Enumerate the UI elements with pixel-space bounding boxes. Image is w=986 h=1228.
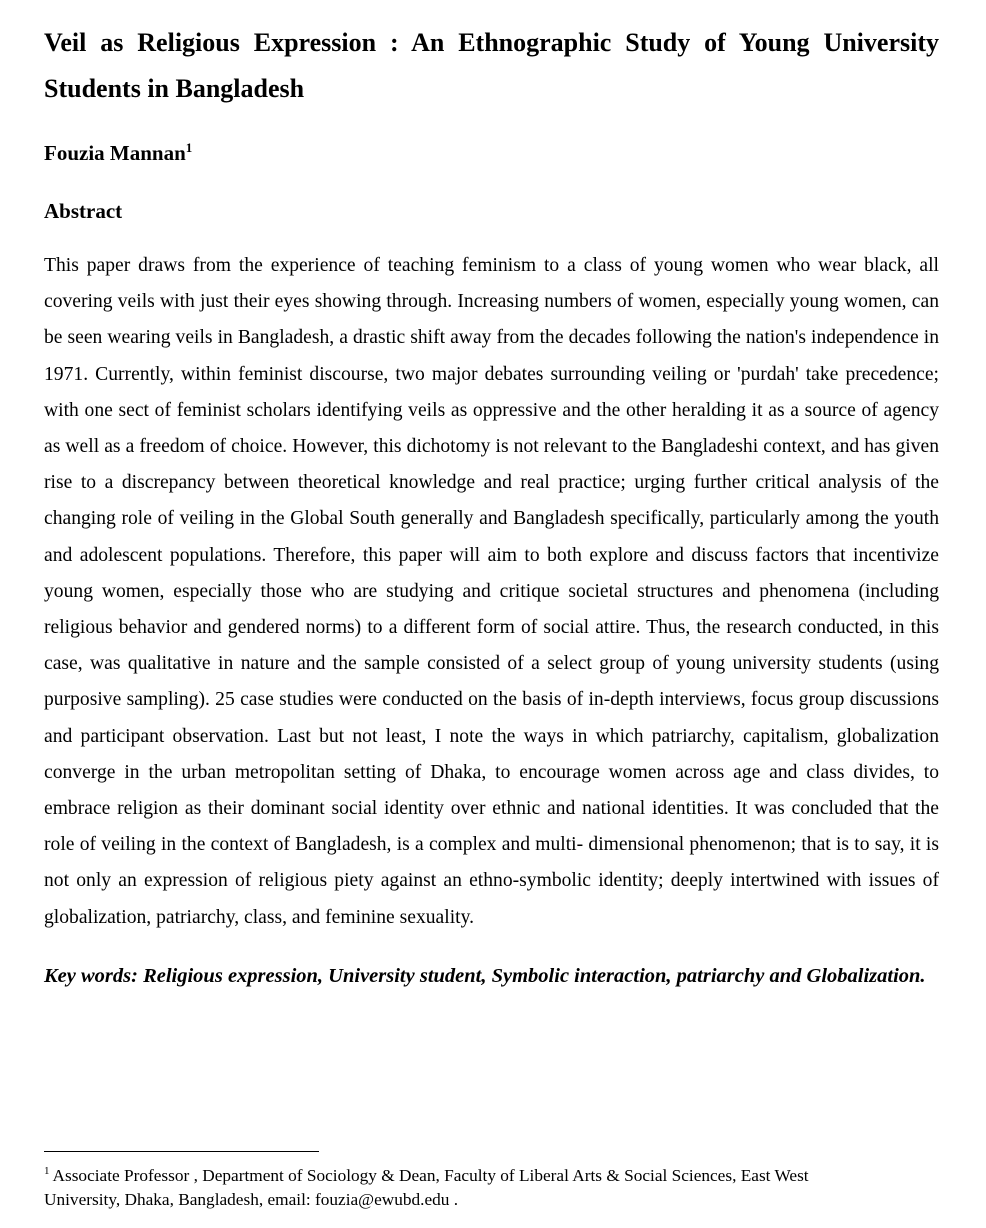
author-line bbox=[44, 138, 939, 168]
footnote-divider bbox=[44, 1151, 319, 1152]
footnote-text: Associate Professor , Department of Sociology & Dean, Faculty of Liberal Arts & Social Sciences, East West University, Dhaka, Bangladesh, email: fouzia@ewubd.edu . bbox=[44, 1166, 809, 1209]
paper-title: Veil as Religious Expression : An Ethnographic Study of Young University Students in Bangladesh bbox=[44, 28, 939, 103]
abstract-heading: Abstract bbox=[44, 199, 123, 223]
author-footnote-marker[interactable]: 1 bbox=[185, 140, 193, 155]
author-name: Fouzia Mannan bbox=[44, 141, 186, 165]
footnote bbox=[44, 1164, 874, 1212]
footnote-marker: 1 bbox=[44, 1165, 50, 1178]
paper-page bbox=[44, 20, 939, 1015]
abstract-body: This paper draws from the experience of teaching feminism to a class of young women who wear black, all covering veils with just their eyes showing through. Increasing numbers of women, especially young women, can be seen wearing veils in Bangladesh, a drastic shift away from the decades following the nation's independence in 1971. Currently, within feminist discourse, two major debates surrounding veiling or 'purdah' take precedence; with one sect of feminist scholars identifying veils as oppressive and the other heralding it as a source of agency as well as a freedom of choice. However, this dichotomy is not relevant to the Bangladeshi context, and has given rise to a discrepancy between theoretical knowledge and real practice; urging further critical analysis of the changing role of veiling in the Global South generally and Bangladesh specifically, particularly among the youth and adolescent populations. Therefore, this paper will aim to both explore and discuss factors that incentivize young women, especially those who are studying and critique societal structures and phenomena (including religious behavior and gendered norms) to a different form of social attire. Thus, the research conducted, in this case, was qualitative in nature and the sample consisted of a select group of young university students (using purposive sampling). 25 case studies were conducted on the basis of in-depth interviews, focus group discussions and participant observation. Last but not least, I note the ways in which patriarchy, capitalism, globalization converge in the urban metropolitan setting of Dhaka, to encourage women across age and class divides, to embrace religion as their dominant social identity over ethnic and national identities. It was concluded that the role of veiling in the context of Bangladesh, is a complex and multi- dimensional phenomenon; that is to say, it is not only an expression of religious piety against an ethno-symbolic identity; deeply intertwined with issues of globalization, patriarchy, class, and feminine sexuality. bbox=[44, 255, 939, 928]
keywords: Key words: Religious expression, University student, Symbolic interaction, patriarchy and Globalization. bbox=[44, 964, 926, 987]
